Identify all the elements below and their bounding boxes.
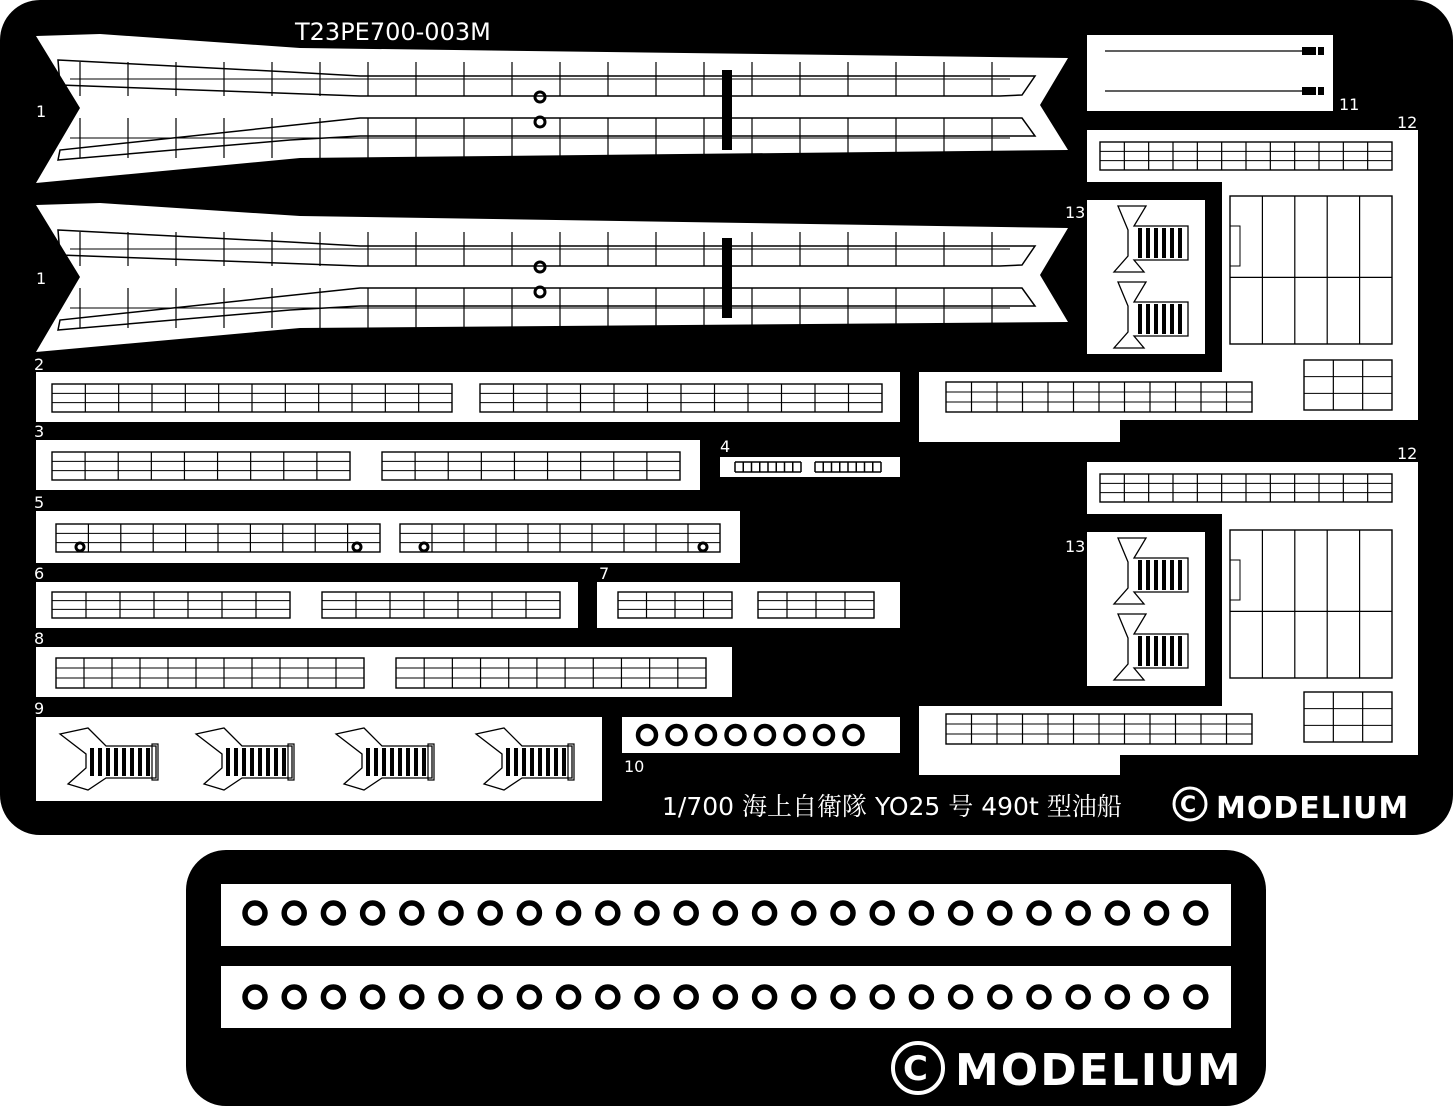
part-label-11: 11 — [1339, 95, 1360, 114]
part-2-strip — [36, 372, 900, 422]
part-label-12a: 12 — [1397, 113, 1418, 132]
part-label-7: 7 — [599, 564, 610, 583]
part-label-4: 4 — [720, 437, 731, 456]
part-label-1a: 1 — [36, 102, 47, 121]
part-label-13a: 13 — [1065, 203, 1086, 222]
copyright-icon-second: C — [903, 1049, 928, 1089]
part-label-13b: 13 — [1065, 537, 1086, 556]
part-label-5: 5 — [34, 493, 45, 512]
lifebuoy-strip-1 — [221, 884, 1231, 946]
part-label-3: 3 — [34, 422, 45, 441]
part-11-strip — [1087, 35, 1333, 111]
copyright-icon-main: C — [1180, 793, 1197, 818]
product-title: 1/700 海上自衛隊 YO25 号 490t 型油船 — [662, 792, 1122, 821]
part-label-2: 2 — [34, 355, 45, 374]
brand-name-main: MODELIUM — [1216, 791, 1410, 826]
part-label-6: 6 — [34, 564, 45, 583]
part-10-strip — [622, 717, 900, 753]
lifebuoy-strip-2 — [221, 966, 1231, 1028]
part-label-8: 8 — [34, 629, 45, 648]
part-5-strip — [36, 511, 740, 563]
part-label-9: 9 — [34, 699, 45, 718]
part-3-strip — [36, 440, 700, 490]
part-label-10: 10 — [624, 757, 645, 776]
part-label-1b: 1 — [36, 269, 47, 288]
part-label-12b: 12 — [1397, 444, 1418, 463]
part-6-strip — [36, 582, 578, 628]
brand-name-second: MODELIUM — [955, 1045, 1243, 1096]
part-7-strip — [597, 582, 900, 628]
sheet-code: T23PE700-003M — [295, 18, 491, 46]
